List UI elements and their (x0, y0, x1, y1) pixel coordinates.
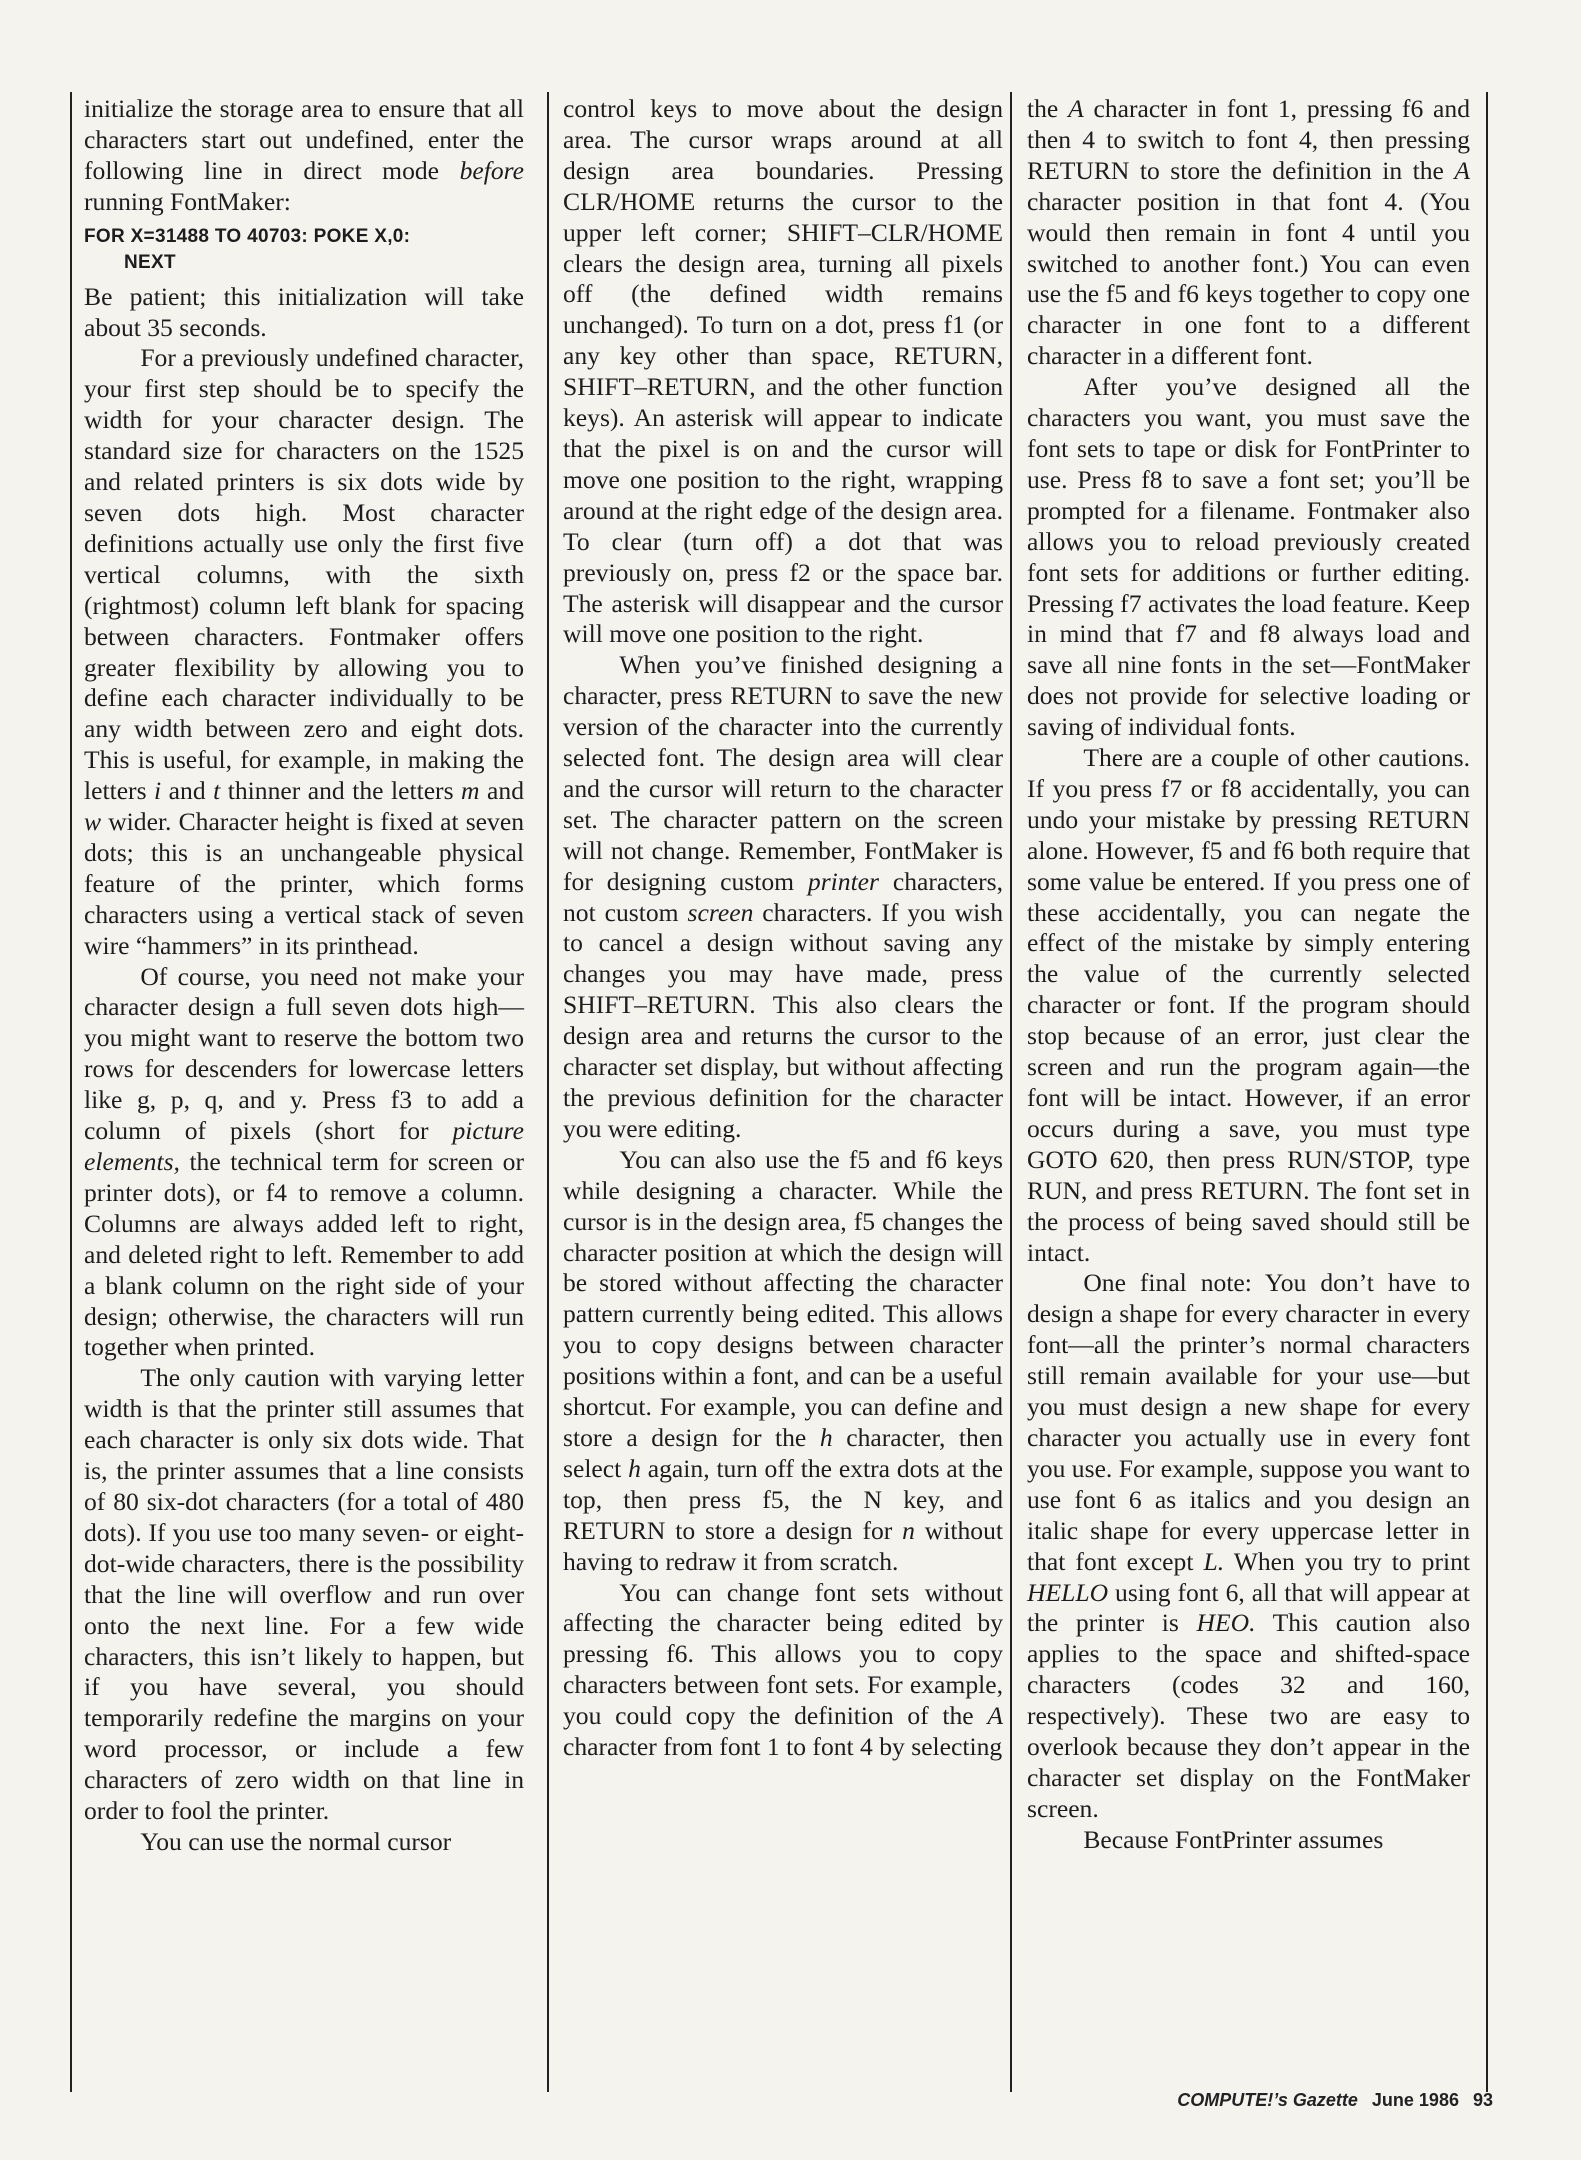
paragraph: You can also use the f5 and f6 keys while designing a character. While the cursor is in the design area, f5 changes the character position at which the design will be stored without affecting the character pattern currently being edited. This allows you to copy designs between character positions within a font, and can be a useful shortcut. For example, you can define and store a design for the h character, then select h again, turn off the extra dots at the top, then press f5, the N key, and RETURN to store a design for n without having to redraw it from scratch. (563, 1144, 1003, 1576)
column-rule-right (1486, 92, 1488, 2092)
column-rule-2 (1010, 92, 1012, 2092)
paragraph: control keys to move about the design area. The cursor wraps around at all design area boundaries. Pressing CLR/HOME returns the cursor to the upper left corner; SHIFT–CLR/HOME clears the design area, turning all pixels off (the defined width remains unchanged). To turn on a dot, press f1 (or any key other than space, RETURN, SHIFT–RETURN, and the other function keys). An asterisk will appear to indicate that the pixel is on and the cursor will move one position to the right, wrapping around at the right edge of the design area. To clear (turn off) a dot that was previously on, press f2 or the space bar. The asterisk will disappear and the cursor will move one position to the right. (563, 94, 1003, 649)
page-number: 93 (1472, 2090, 1493, 2110)
paragraph: Of course, you need not make your character design a full seven dots high—you might want to reserve the bottom two rows for descenders for lowercase letters like g, p, q, and y. Press f3 to add a column of pixels (short for picture elements, the technical term for screen or printer dots), or f4 to remove a column. Columns are always added left to right, and deleted right to left. Remember to add a blank column on the right side of your design; otherwise, the characters will run together when printed. (84, 961, 524, 1362)
paragraph: For a previously undefined character, your first step should be to specify the width for your character design. The standard size for characters on the 1525 and related printers is six dots wide by seven dots high. Most character definitions actually use only the first five vertical columns, with the sixth (rightmost) column left blank for spacing between characters. Fontmaker offers greater flexibility by allowing you to define each character individually to be any width between zero and eight dots. This is useful, for example, in making the letters i and t thinner and the letters m and w wider. Character height is fixed at seven dots; this is an unchangeable physical feature of the printer, which forms characters using a vertical stack of seven wire “hammers” in its printhead. (84, 343, 524, 960)
text-column-1 (84, 94, 524, 1858)
column-rule-1 (547, 92, 549, 2092)
text-column-3 (1027, 94, 1470, 1856)
paragraph: When you’ve finished designing a character, press RETURN to save the new version of the character into the currently selected font. The design area will clear and the cursor will return to the character set. The character pattern on the screen will not change. Remember, FontMaker is for designing custom printer characters, not custom screen characters. If you wish to cancel a design without saving any changes you may have made, press SHIFT–RETURN. This also clears the design area and returns the cursor to the character set display, but without affecting the previous definition for the character you were editing. (563, 650, 1004, 1143)
code-listing (84, 224, 524, 276)
column-rule-left (70, 92, 72, 2092)
issue-date: June 1986 (1371, 2090, 1459, 2110)
text-column-2 (563, 94, 1003, 1763)
paragraph: You can use the normal cursor (140, 1826, 452, 1856)
paragraph: Because FontPrinter assumes (1083, 1824, 1384, 1854)
page-footer (1177, 2090, 1493, 2111)
paragraph: Be patient; this initialization will take about 35 seconds. (84, 281, 524, 342)
paragraph: After you’ve designed all the characters you want, you must save the font sets to tape or disk for FontPrinter to use. Press f8 to save a font set; you’ll be prompted for a filename. Fontmaker also allows you to reload previously created font sets for additions or further editing. Pressing f7 activates the load feature. Keep in mind that f7 and f8 always load and save all nine fonts in the set—FontMaker does not provide for selective loading or saving of individual fonts. (1027, 372, 1470, 742)
paragraph: initialize the storage area to ensure that all characters start out undefined, enter the following line in direct mode before running FontMaker: (84, 94, 524, 216)
paragraph: The only caution with varying letter width is that the printer still assumes that each character is only six dots wide. That is, the printer assumes that a line consists of 80 six-dot characters (for a total of 480 dots). If you use too many seven- or eight-dot-wide characters, there is the possibility that the line will overflow and run over onto the next line. For a few wide characters, this isn’t likely to happen, but if you have several, you should temporarily redefine the margins on your word processor, or include a few characters of zero width on that line in order to fool the printer. (84, 1363, 524, 1826)
publication-name: COMPUTE!’s Gazette (1177, 2090, 1358, 2110)
paragraph: There are a couple of other cautions. If you press f7 or f8 accidentally, you can undo your mistake by pressing RETURN alone. However, f5 and f6 both require that some value be entered. If you press one of these accidentally, you can negate the effect of the mistake by simply entering the value of the currently selected character or font. If the program should stop because of an error, just clear the screen and run the program again—the font will be intact. However, if an error occurs during a save, you must type GOTO 620, then press RUN/STOP, type RUN, and press RETURN. The font set in the process of being saved should still be intact. (1027, 743, 1470, 1267)
code-line: FOR X=31488 TO 40703: POKE X,0: (84, 225, 411, 247)
paragraph: the A character in font 1, pressing f6 and then 4 to switch to font 4, then pressing RETURN to store the definition in the A character position in that font 4. (You would then remain in font 4 until you switched to another font.) You can even use the f5 and f6 keys together to copy one character in one font to a different character in a different font. (1027, 94, 1470, 371)
code-line: NEXT (124, 251, 176, 273)
paragraph: One final note: You don’t have to design a shape for every character in every font—all the printer’s normal characters still remain available for your use—but you must design a new shape for every character you actually use in every font you use. For example, suppose you want to use font 6 as italics and you design an italic shape for every uppercase letter in that font except L. When you try to print HELLO using font 6, all that will appear at the printer is HEO. This caution also applies to the space and shifted-space characters (codes 32 and 160, respectively). These two are easy to overlook because they don’t appear in the character set display on the FontMaker screen. (1027, 1268, 1470, 1823)
paragraph: You can change font sets without affecting the character being edited by pressing f6. This allows you to copy characters between font sets. For example, you could copy the definition of the A character from font 1 to font 4 by selecting (563, 1577, 1003, 1762)
